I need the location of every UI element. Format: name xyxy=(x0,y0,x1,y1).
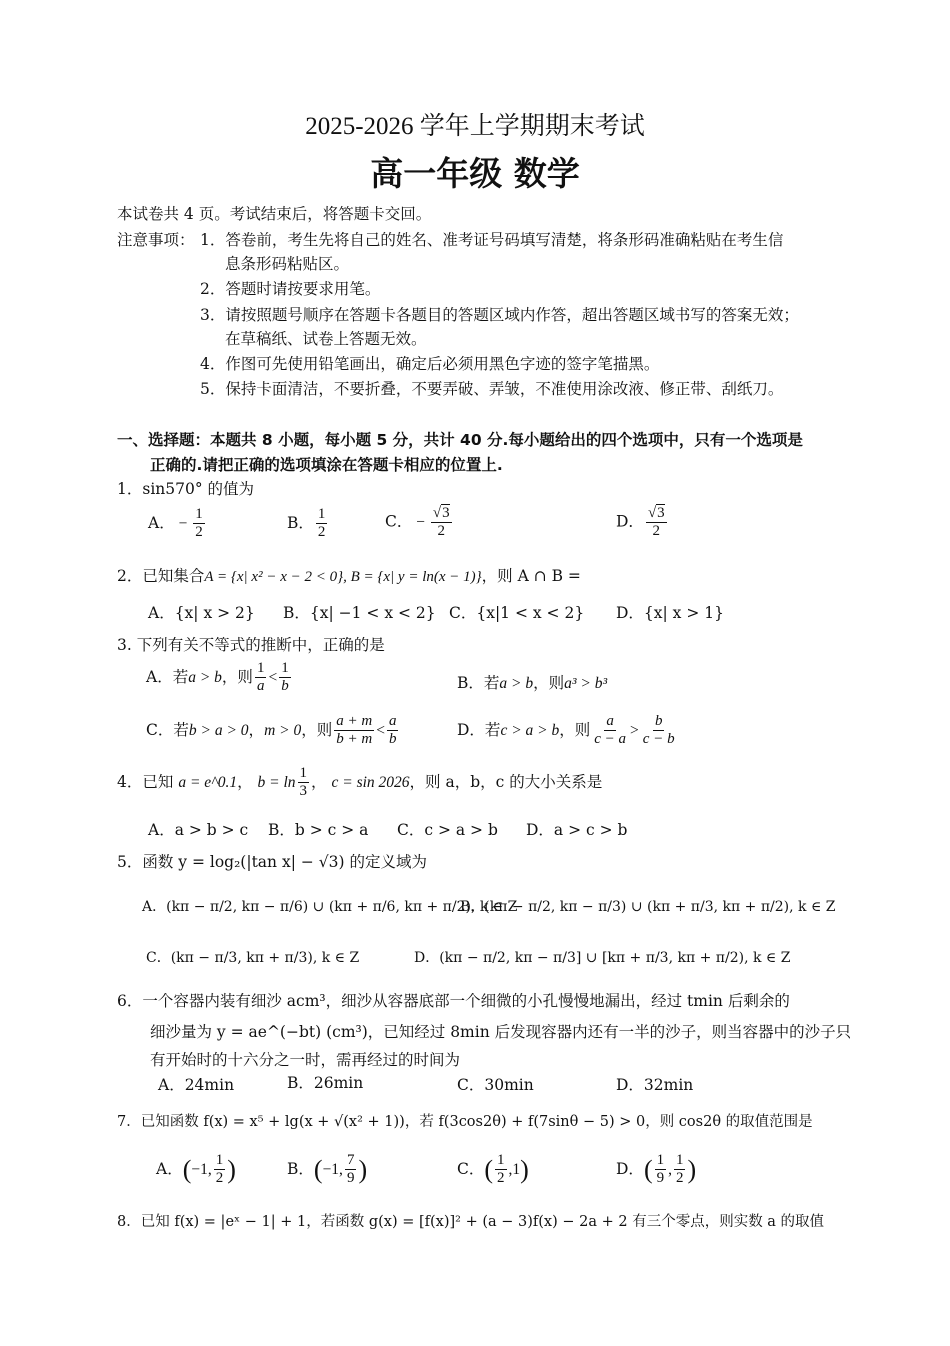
question-5-stem: 5．函数 y = log₂(|tan x| − √3) 的定义域为 xyxy=(117,853,427,871)
q2-option-d: D．{x| x > 1} xyxy=(616,604,724,622)
q5-option-d: D．(kπ − π/2, kπ − π/3] ∪ [kπ + π/3, kπ + π/2), k ∈ Z xyxy=(414,950,791,966)
question-3-stem: 3. 下列有关不等式的推断中，正确的是 xyxy=(117,636,385,654)
question-2-stem: 2．已知集合A = {x| x² − x − 2 < 0}, B = {x| y = ln(x − 1)}，则 A ∩ B = xyxy=(117,567,581,585)
notice-label: 注意事项： xyxy=(117,231,195,249)
q7-option-b: B．(−1, $\frac{7}{9}$ ) xyxy=(287,1152,368,1187)
notice-item: 2．答题时请按要求用笔。 xyxy=(200,280,381,298)
notice-item: 4．作图可先使用铅笔画出，确定后必须用黑色字迹的签字笔描黑。 xyxy=(200,355,660,373)
notice-item: 3．请按照题号顺序在答题卡各题目的答题区域内作答，超出答题区域书写的答案无效； xyxy=(200,306,799,324)
q3-option-a: A．若a > b，则 $\frac{1}{a}$ < $\frac{1}{b}$ xyxy=(146,660,289,695)
q1-option-c: C． − $\frac{√3}{2}$ xyxy=(385,505,450,540)
q6-option-c: C．30min xyxy=(457,1076,534,1094)
exam-subtitle: 高一年级 数学 xyxy=(370,154,580,193)
q6-option-b: B．26min xyxy=(287,1074,364,1092)
exam-title: 2025-2026 学年上学期期末考试 xyxy=(305,113,645,140)
q4-option-d: D．a > c > b xyxy=(526,821,628,839)
q7-option-d: D．( $\frac{1}{9}$ , $\frac{1}{2}$ ) xyxy=(616,1152,697,1187)
q2-sets: A = {x| x² − x − 2 < 0}, B = {x| y = ln(x − 1)} xyxy=(204,569,482,585)
q6-option-a: A．24min xyxy=(158,1076,235,1094)
notice-item: 5．保持卡面清洁，不要折叠，不要弄破、弄皱，不准使用涂改液、修正带、刮纸刀。 xyxy=(200,380,784,398)
q5-option-b: B．(kπ − π/2, kπ − π/3) ∪ (kπ + π/3, kπ + π/2), k ∈ Z xyxy=(460,899,836,915)
q1-option-d: D． $\frac{√3}{2}$ xyxy=(616,505,665,540)
q2-option-c: C．{x|1 < x < 2} xyxy=(449,604,585,622)
q1-option-b: B． $\frac{1}{2}$ xyxy=(287,506,326,541)
q4-option-c: C．c > a > b xyxy=(397,821,498,839)
notice-item: 1．答卷前，考生先将自己的姓名、准考证号码填写清楚，将条形码准确粘贴在考生信 xyxy=(200,231,784,249)
question-8-stem: 8．已知 f(x) = |eˣ − 1| + 1，若函数 g(x) = [f(x)]² + (a − 3)f(x) − 2a + 2 有三个零点，则实数 a 的取值 xyxy=(117,1214,825,1230)
q4-c-def: c = sin 2026 xyxy=(331,773,410,791)
q3-option-c: C．若b > a > 0，m > 0，则 $\frac{a + m}{b + m}$ < $\frac{a}{b}$ xyxy=(146,713,397,748)
q6-option-d: D．32min xyxy=(616,1076,694,1094)
q2-option-a: A．{x| x > 2} xyxy=(148,604,255,622)
q4-option-a: A．a > b > c xyxy=(148,821,249,839)
notice-item: 在草稿纸、试卷上答题无效。 xyxy=(225,330,427,348)
question-1-stem: 1．sin570° 的值为 xyxy=(117,480,255,498)
q2-option-b: B．{x| −1 < x < 2} xyxy=(283,604,436,622)
q3-option-b: B．若a > b，则a³ > b³ xyxy=(457,674,608,692)
question-7-stem: 7．已知函数 f(x) = x⁵ + lg(x + √(x² + 1))，若 f(3cos2θ) + f(7sinθ − 5) > 0，则 cos2θ 的取值范围是 xyxy=(117,1114,813,1130)
intro-text: 本试卷共 4 页。考试结束后，将答题卡交回。 xyxy=(117,205,432,223)
q4-a-def: a = e^0.1 xyxy=(178,773,238,791)
q7-option-c: C．( $\frac{1}{2}$ ,1) xyxy=(457,1152,529,1187)
question-6-stem-cont: 细沙量为 y = ae^(−bt) (cm³)，已知经过 8min 后发现容器内还有一半的沙子，则当容器中的沙子只 xyxy=(150,1023,852,1041)
question-6-stem: 6．一个容器内装有细沙 acm³，细沙从容器底部一个细微的小孔慢慢地漏出，经过 tmin 后剩余的 xyxy=(117,992,790,1010)
q7-option-a: A．(−1, $\frac{1}{2}$ ) xyxy=(156,1152,236,1187)
question-4-stem: 4．已知 a = e^0.1， b = ln $\frac{1}{3}$ ， c = sin 2026，则 a，b，c 的大小关系是 xyxy=(117,765,603,800)
question-6-stem-cont: 有开始时的十六分之一时，需再经过的时间为 xyxy=(150,1051,461,1069)
q5-option-c: C．(kπ − π/3, kπ + π/3), k ∈ Z xyxy=(146,950,360,966)
notice-item: 息条形码粘贴区。 xyxy=(225,255,350,273)
section-heading-cont: 正确的.请把正确的选项填涂在答题卡相应的位置上. xyxy=(150,456,503,474)
q1-option-a: A． − $\frac{1}{2}$ xyxy=(148,506,203,541)
q5-option-a: A．(kπ − π/2, kπ − π/6) ∪ (kπ + π/6, kπ + π/2), k ∈ Z xyxy=(142,899,518,915)
section-heading: 一、选择题：本题共 8 小题，每小题 5 分，共计 40 分.每小题给出的四个选项中，只有一个选项是 xyxy=(117,431,803,449)
q3-option-d: D．若c > a > b，则 $\frac{a}{c - a}$ > $\frac{b}{c - b}$ xyxy=(457,713,675,748)
q4-option-b: B．b > c > a xyxy=(268,821,369,839)
